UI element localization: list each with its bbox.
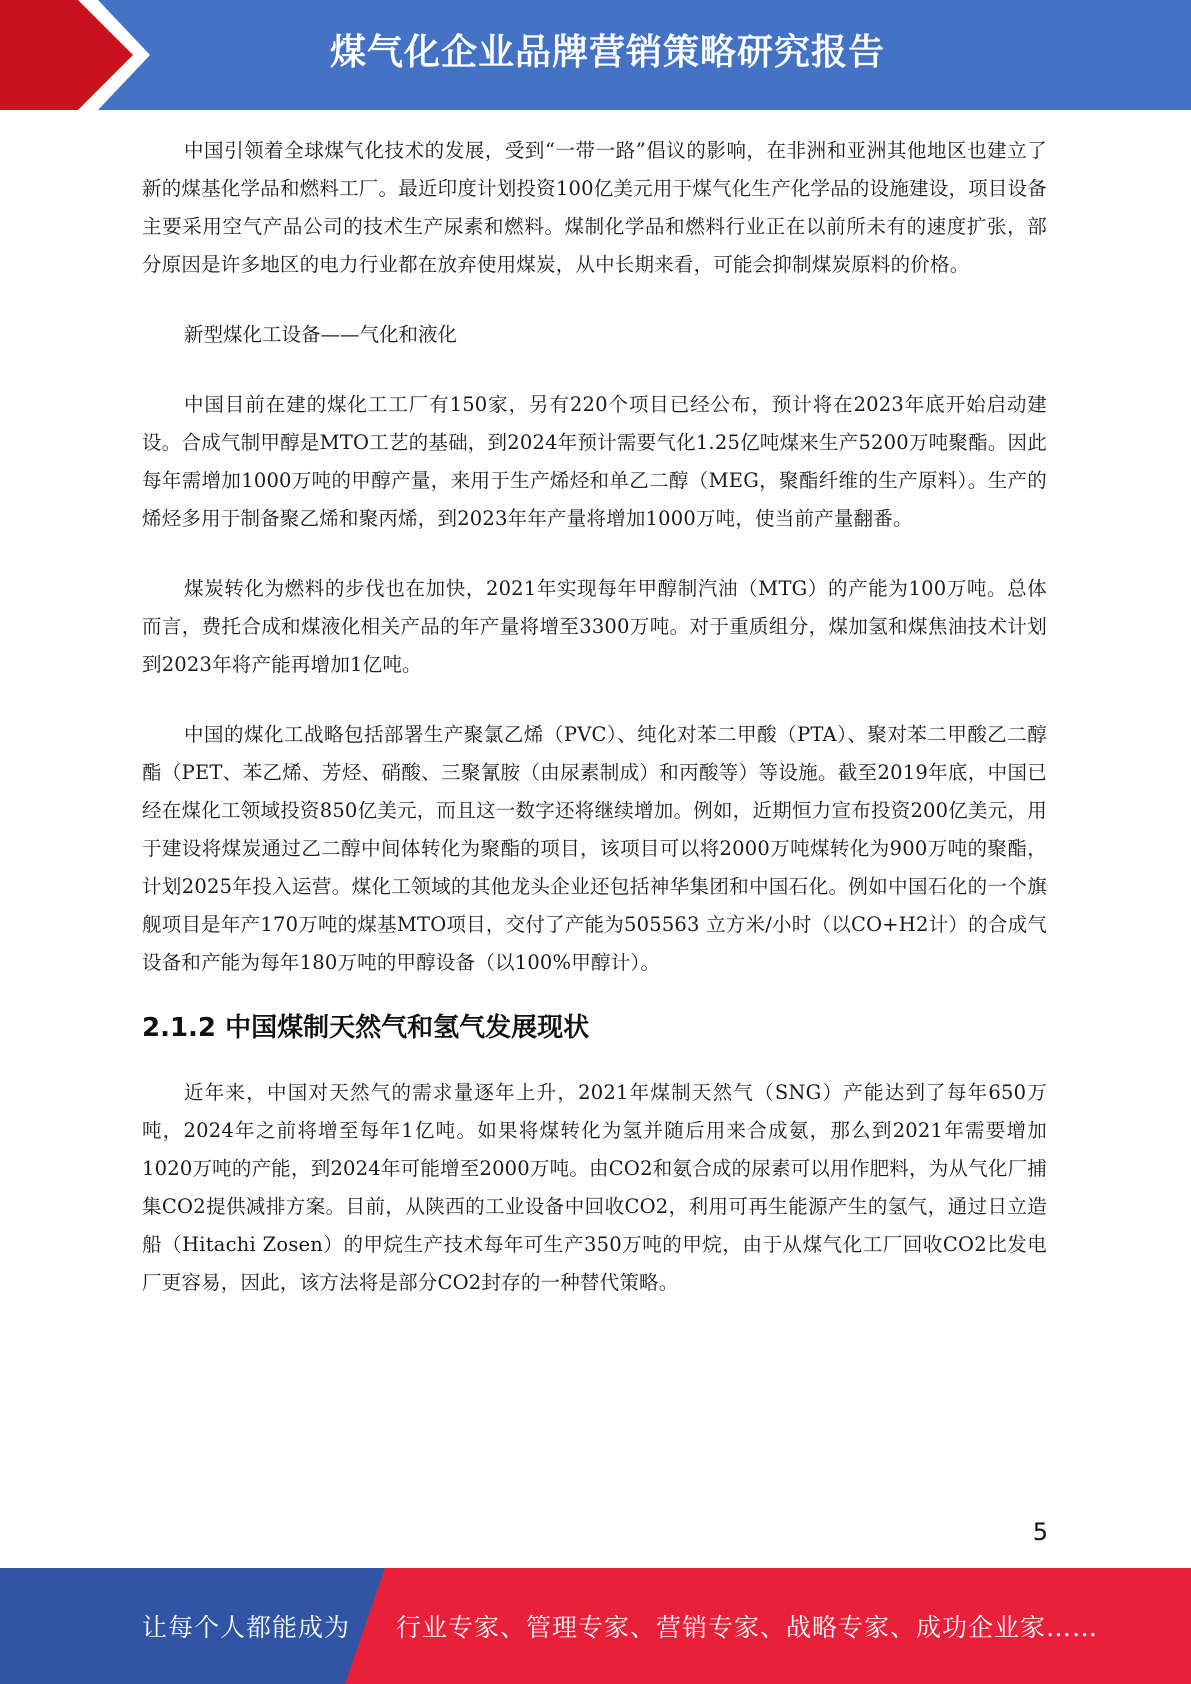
footer-slogan-left: 让每个人都能成为 (142, 1613, 351, 1642)
paragraph-1: 中国引领着全球煤气化技术的发展，受到“一带一路”倡议的影响，在非洲和亚洲其他地区也建立了新的煤基化学品和燃料工厂。最近印度计划投资100亿美元用于煤气化生产化学品的设施建设，项目设备主要采用空气产品公司的技术生产尿素和燃料。煤制化学品和燃料行业正在以前所未有的速度扩张，部分原因是许多地区的电力行业都在放弃使用煤炭，从中长期来看，可能会抑制煤炭原料的价格。 (142, 139, 1047, 276)
footer-banner (0, 1568, 1191, 1684)
document-title: 煤气化企业品牌营销策略研究报告 (329, 32, 885, 73)
section-heading: 2.1.2 中国煤制天然气和氢气发展现状 (142, 1013, 590, 1043)
page-number: 5 (1032, 1518, 1048, 1546)
header-banner (0, 0, 1191, 110)
paragraph-2: 中国目前在建的煤化工工厂有150家，另有220个项目已经公布，预计将在2023年底开始启动建设。合成气制甲醇是MTO工艺的基础，到2024年预计需要气化1.25亿吨煤来生产5200万吨聚酯。因此每年需增加1000万吨的甲醇产量，来用于生产烯烃和单乙二醇（MEG，聚酯纤维的生产原料）。生产的烯烃多用于制备聚乙烯和聚丙烯，到2023年年产量将增加1000万吨，使当前产量翻番。 (142, 393, 1047, 530)
main-content (142, 132, 1047, 1302)
paragraph-3: 煤炭转化为燃料的步伐也在加快，2021年实现每年甲醇制汽油（MTG）的产能为100万吨。总体而言，费托合成和煤液化相关产品的年产量将增至3300万吨。对于重质组分，煤加氢和煤焦油技术计划到2023年将产能再增加1亿吨。 (142, 577, 1047, 676)
paragraph-4: 中国的煤化工战略包括部署生产聚氯乙烯（PVC）、纯化对苯二甲酸（PTA）、聚对苯二甲酸乙二醇酯（PET、苯乙烯、芳烃、硝酸、三聚氰胺（由尿素制成）和丙酸等）等设施。截至2019年底，中国已经在煤化工领域投资850亿美元，而且这一数字还将继续增加。例如，近期恒力宣布投资200亿美元，用于建设将煤炭通过乙二醇中间体转化为聚酯的项目，该项目可以将2000万吨煤转化为900万吨的聚酯，计划2025年投入运营。煤化工领域的其他龙头企业还包括神华集团和中国石化。例如中国石化的一个旗舰项目是年产170万吨的煤基MTO项目，交付了产能为505563 立方米/小时（以CO+H2计）的合成气设备和产能为每年180万吨的甲醇设备（以100%甲醇计）。 (142, 723, 1047, 974)
paragraph-5: 近年来，中国对天然气的需求量逐年上升，2021年煤制天然气（SNG）产能达到了每年650万吨，2024年之前将增至每年1亿吨。如果将煤转化为氢并随后用来合成氨，那么到2021年需要增加1020万吨的产能，到2024年可能增至2000万吨。由CO2和氨合成的尿素可以用作肥料，为从气化厂捕集CO2提供减排方案。目前，从陕西的工业设备中回收CO2，利用可再生能源产生的氢气，通过日立造船（Hitachi Zosen）的甲烷生产技术每年可生产350万吨的甲烷，由于从煤气化工厂回收CO2比发电厂更容易，因此，该方法将是部分CO2封存的一种替代策略。 (142, 1081, 1047, 1294)
footer-slogan-right: 行业专家、管理专家、营销专家、战略专家、成功企业家…… (396, 1613, 1099, 1642)
subtitle: 新型煤化工设备——气化和液化 (184, 323, 458, 346)
